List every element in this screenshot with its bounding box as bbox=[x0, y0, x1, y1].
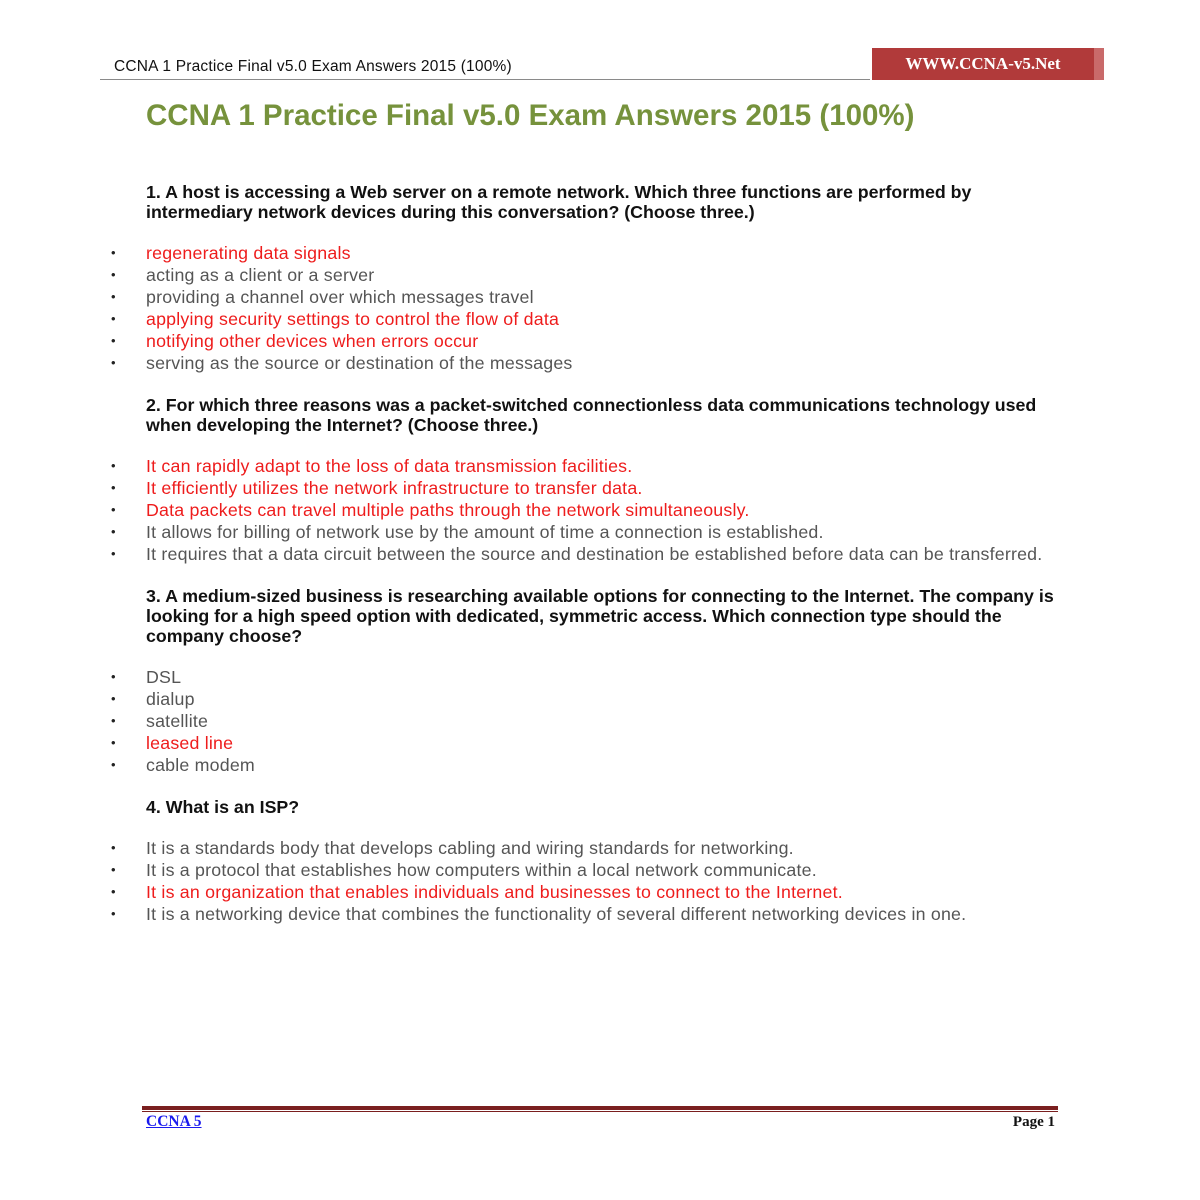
answer-options bbox=[108, 455, 1068, 565]
option-text: leased line bbox=[146, 733, 234, 753]
bullet-icon: • bbox=[111, 289, 116, 304]
option-text: It requires that a data circuit between the source and destination be established before data can be transferred. bbox=[146, 544, 1043, 564]
question-text: 3. A medium-sized business is researching available options for connecting to the Internet. The company is looking for a high speed option with dedicated, symmetric access. Which connection type should the company choose? bbox=[146, 586, 1054, 646]
correct-answer-option bbox=[108, 477, 1068, 499]
answer-option bbox=[108, 903, 1068, 925]
site-badge-label: WWW.CCNA-v5.Net bbox=[905, 54, 1061, 73]
correct-answer-option bbox=[108, 330, 1068, 352]
question-text: 2. For which three reasons was a packet-switched connectionless data communications technology used when developing the Internet? (Choose three.) bbox=[146, 395, 1037, 435]
header-title: CCNA 1 Practice Final v5.0 Exam Answers 2015 (100%) bbox=[114, 58, 512, 75]
answer-option bbox=[108, 286, 1068, 308]
bullet-icon: • bbox=[111, 502, 116, 517]
option-text: providing a channel over which messages travel bbox=[146, 287, 534, 307]
bullet-icon: • bbox=[111, 757, 116, 772]
correct-answer-option bbox=[108, 308, 1068, 330]
bullet-icon: • bbox=[111, 862, 116, 877]
bullet-icon: • bbox=[111, 840, 116, 855]
bullet-icon: • bbox=[111, 524, 116, 539]
answer-options bbox=[108, 666, 1068, 776]
answer-option bbox=[108, 688, 1068, 710]
bullet-icon: • bbox=[111, 735, 116, 750]
option-text: cable modem bbox=[146, 755, 255, 775]
correct-answer-option bbox=[108, 455, 1068, 477]
answer-option bbox=[108, 352, 1068, 374]
option-text: acting as a client or a server bbox=[146, 265, 375, 285]
page-header bbox=[100, 48, 1118, 82]
answer-option bbox=[108, 710, 1068, 732]
option-text: It can rapidly adapt to the loss of data transmission facilities. bbox=[146, 456, 633, 476]
answer-option bbox=[108, 521, 1068, 543]
answer-option bbox=[108, 264, 1068, 286]
option-text: DSL bbox=[146, 667, 182, 687]
option-text: satellite bbox=[146, 711, 209, 731]
option-text: It is a networking device that combines the functionality of several different networking devices in one. bbox=[146, 904, 967, 924]
bullet-icon: • bbox=[111, 669, 116, 684]
footer-link[interactable]: CCNA 5 bbox=[146, 1113, 202, 1130]
answer-option bbox=[108, 754, 1068, 776]
bullet-icon: • bbox=[111, 884, 116, 899]
bullet-icon: • bbox=[111, 458, 116, 473]
correct-answer-option bbox=[108, 732, 1068, 754]
question-text: 4. What is an ISP? bbox=[146, 797, 300, 817]
option-text: applying security settings to control the flow of data bbox=[146, 309, 560, 329]
questions-container bbox=[108, 182, 1068, 946]
footer-divider bbox=[142, 1106, 1058, 1110]
bullet-icon: • bbox=[111, 906, 116, 921]
option-text: It is a protocol that establishes how computers within a local network communicate. bbox=[146, 860, 817, 880]
footer-divider-thin bbox=[142, 1111, 1058, 1112]
option-text: regenerating data signals bbox=[146, 243, 351, 263]
site-badge[interactable] bbox=[872, 48, 1104, 80]
option-text: It efficiently utilizes the network infrastructure to transfer data. bbox=[146, 478, 643, 498]
answer-option bbox=[108, 859, 1068, 881]
option-text: It is an organization that enables individuals and businesses to connect to the Internet. bbox=[146, 882, 843, 902]
option-text: serving as the source or destination of the messages bbox=[146, 353, 573, 373]
bullet-icon: • bbox=[111, 333, 116, 348]
bullet-icon: • bbox=[111, 311, 116, 326]
option-text: notifying other devices when errors occur bbox=[146, 331, 479, 351]
bullet-icon: • bbox=[111, 713, 116, 728]
answer-options bbox=[108, 242, 1068, 374]
answer-options bbox=[108, 837, 1068, 925]
header-divider bbox=[100, 79, 870, 80]
correct-answer-option bbox=[108, 242, 1068, 264]
option-text: It is a standards body that develops cabling and wiring standards for networking. bbox=[146, 838, 794, 858]
correct-answer-option bbox=[108, 499, 1068, 521]
option-text: dialup bbox=[146, 689, 195, 709]
answer-option bbox=[108, 543, 1068, 565]
answer-option bbox=[108, 837, 1068, 859]
option-text: It allows for billing of network use by the amount of time a connection is established. bbox=[146, 522, 824, 542]
answer-option bbox=[108, 666, 1068, 688]
bullet-icon: • bbox=[111, 355, 116, 370]
bullet-icon: • bbox=[111, 245, 116, 260]
correct-answer-option bbox=[108, 881, 1068, 903]
option-text: Data packets can travel multiple paths through the network simultaneously. bbox=[146, 500, 750, 520]
bullet-icon: • bbox=[111, 267, 116, 282]
question-text: 1. A host is accessing a Web server on a remote network. Which three functions are performed by intermediary network devices during this conversation? (Choose three.) bbox=[146, 182, 972, 222]
bullet-icon: • bbox=[111, 480, 116, 495]
bullet-icon: • bbox=[111, 691, 116, 706]
page-number: Page 1 bbox=[1012, 1114, 1055, 1130]
document-title: CCNA 1 Practice Final v5.0 Exam Answers 2015 (100%) bbox=[146, 99, 915, 132]
bullet-icon: • bbox=[111, 546, 116, 561]
